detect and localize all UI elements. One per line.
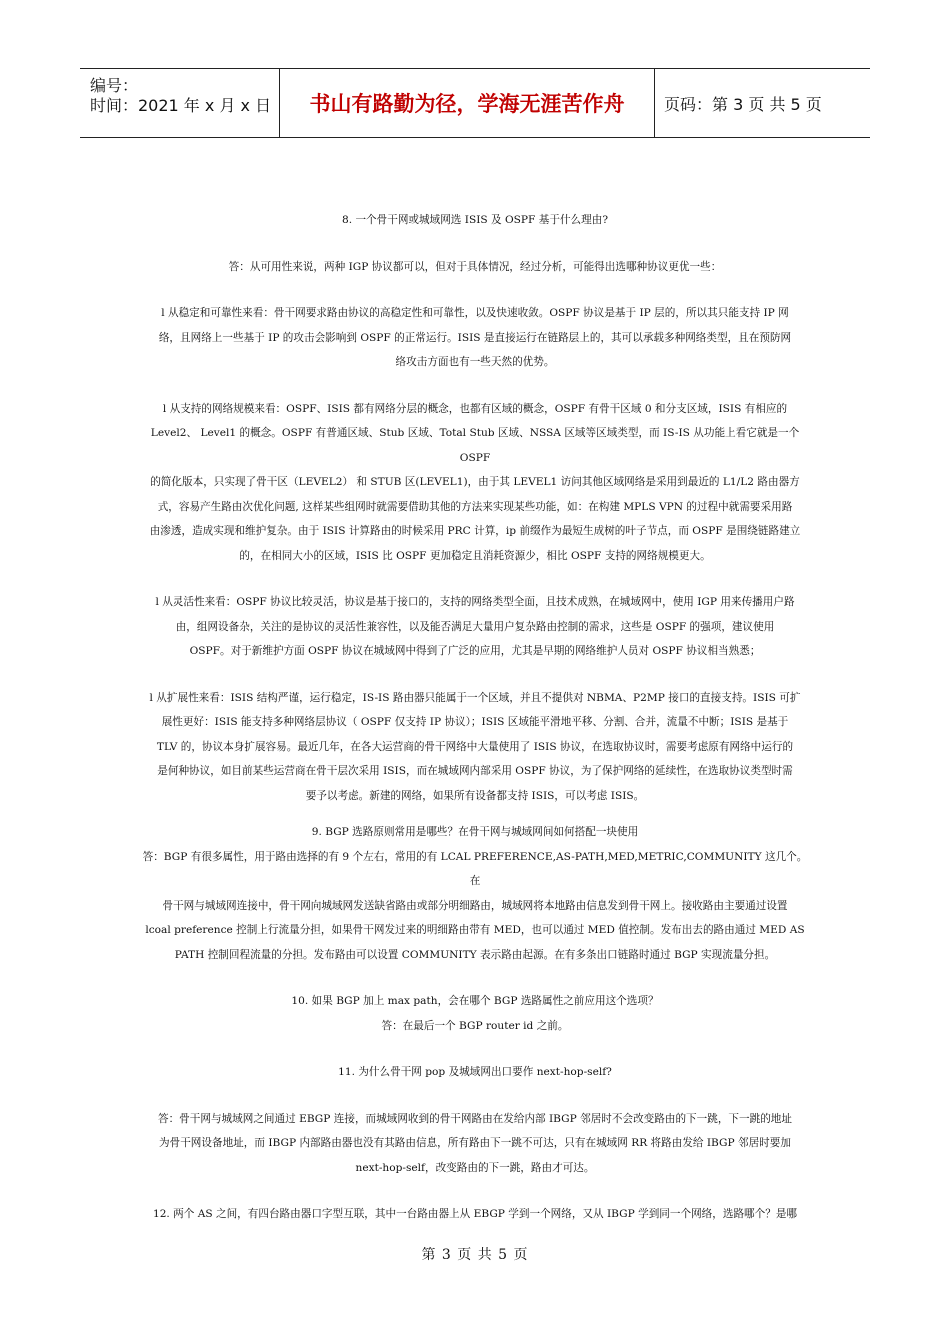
- header-motto: 书山有路勤为径，学海无涯苦作舟: [280, 69, 655, 137]
- paragraph-line: 络，且网络上一些基于 IP 的攻击会影响到 OSPF 的正常运行。ISIS 是直接运行在链路层上的，其可以承载多种网络类型，且在预防网: [158, 331, 792, 344]
- page-footer: 第 3 页 共 5 页: [421, 1247, 529, 1263]
- paragraph-line: l 从稳定和可靠性来看：骨干网要求路由协议的高稳定性和可靠性，以及快速收敛。OSPF 协议是基于 IP 层的，所以其只能支持 IP 网: [161, 307, 789, 319]
- paragraph-line: 由，组网设备杂，关注的是协议的灵活性兼容性，以及能否满足大量用户复杂路由控制的需求，这些是 OSPF 的强项，建议使用: [175, 620, 775, 633]
- question-9-answer: [140, 845, 810, 968]
- question-11-answer: [140, 1107, 810, 1181]
- document-number-label: 编号：: [90, 76, 139, 95]
- paragraph-line: 展性更好：ISIS 能支持多种网络层协议（ OSPF 仅支持 IP 协议）；ISIS 区域能平滑地平移、分割、合并，流量不中断；ISIS 是基于: [161, 716, 789, 728]
- paragraph-line: 骨干网与城域网连接中，骨干网向城域网发送缺省路由或部分明细路由，城域网将本地路由信息发到骨干网上。接收路由主要通过设置: [162, 899, 788, 912]
- header-left-cell: [80, 69, 280, 137]
- paragraph-line: 式，容易产生路由次优化问题, 这样某些组网时就需要借助其他的方法来实现某些功能，如：在构建 MPLS VPN 的过程中就需要采用路: [157, 500, 793, 513]
- paragraph-line: 答：BGP 有很多属性，用于路由选择的有 9 个左右，常用的有 LCAL PREFERENCE,AS-PATH,MED,METRIC,COMMUNITY 这几个。在: [142, 850, 808, 887]
- question-10-answer: 答：在最后一个 BGP router id 之前。: [381, 1019, 569, 1032]
- question-9-title: 9. BGP 选路原则常用是哪些？在骨干网与城域网间如何搭配一块使用: [311, 826, 639, 838]
- paragraph-extensibility: [140, 686, 810, 809]
- question-12-title: 12. 两个 AS 之间，有四台路由器口字型互联，其中一台路由器上从 EBGP 学到一个网络，又从 IBGP 学到同一个网络，选路哪个？是哪: [152, 1208, 798, 1220]
- paragraph-line: 由渗透，造成实现和维护复杂。由于 ISIS 计算路由的时候采用 PRC 计算，ip 前缀作为最短生成树的叶子节点，而 OSPF 是围绕链路建立: [149, 525, 801, 537]
- paragraph-flexibility: [140, 590, 810, 664]
- paragraph-stability: [140, 301, 810, 375]
- paragraph-line: next-hop-self，改变路由的下一跳，路由才可达。: [355, 1161, 595, 1174]
- paragraph-network-scale: [140, 397, 810, 569]
- question-8-answer-intro: 答：从可用性来说，两种 IGP 协议都可以，但对于具体情况，经过分析，可能得出选哪种协议更优一些：: [228, 260, 722, 273]
- paragraph-line: 答：骨干网与城域网之间通过 EBGP 连接，而城域网收到的骨干网路由在发给内部 IBGP 邻居时不会改变路由的下一跳，下一跳的地址: [158, 1112, 792, 1125]
- document-date: 时间：2021 年 x 月 x 日: [90, 96, 272, 115]
- paragraph-line: OSPF。对于新维护方面 OSPF 协议在城域网中得到了广泛的应用，尤其是早期的网络维护人员对 OSPF 协议相当熟悉；: [189, 645, 761, 657]
- question-8-title: 8. 一个骨干网或城域网选 ISIS 及 OSPF 基于什么理由?: [341, 214, 609, 226]
- paragraph-line: TLV 的，协议本身扩展容易。最近几年，在各大运营商的骨干网络中大量使用了 ISIS 协议，在选取协议时，需要考虑原有网络中运行的: [156, 740, 794, 753]
- header-page-info: 页码：第 3 页 共 5 页: [664, 94, 822, 114]
- paragraph-line: Level2、 Level1 的概念。OSPF 有普通区域、Stub 区域、Total Stub 区域、NSSA 区域等区域类型，而 IS-IS 从功能上看它就是一个 OSPF: [150, 427, 800, 464]
- paragraph-line: 的简化版本，只实现了骨干区（LEVEL2） 和 STUB 区(LEVEL1)，由于其 LEVEL1 访问其他区域网络是采用到最近的 L1/L2 路由器方: [150, 476, 800, 488]
- paragraph-line: 络攻击方面也有一些天然的优势。: [395, 356, 555, 368]
- document-body: [140, 208, 810, 1227]
- paragraph-line: 的，在相同大小的区域，ISIS 比 OSPF 更加稳定且消耗资源少，相比 OSPF 支持的网络规模更大。: [239, 549, 711, 562]
- paragraph-line: l 从扩展性来看：ISIS 结构严谨，运行稳定，IS-IS 路由器只能属于一个区域，并且不提供对 NBMA、P2MP 接口的直接支持。ISIS 可扩: [149, 691, 801, 704]
- paragraph-line: 要予以考虑。新建的网络，如果所有设备都支持 ISIS，可以考虑 ISIS。: [305, 789, 645, 802]
- paragraph-line: lcoal preference 控制上行流量分担，如果骨干网发过来的明细路由带有 MED，也可以通过 MED 值控制。发布出去的路由通过 MED AS: [145, 924, 805, 936]
- paragraph-line: l 从灵活性来看：OSPF 协议比较灵活，协议是基于接口的，支持的网络类型全面，且技术成熟，在城域网中，使用 IGP 用来传播用户路: [155, 596, 795, 608]
- paragraph-line: 是何种协议，如目前某些运营商在骨干层次采用 ISIS，而在城域网内部采用 OSPF 协议，为了保护网络的延续性，在选取协议类型时需: [157, 765, 793, 777]
- paragraph-line: 为骨干网设备地址，而 IBGP 内部路由器也没有其路由信息，所有路由下一跳不可达，只有在城域网 RR 将路由发给 IBGP 邻居时要加: [159, 1137, 791, 1149]
- page-header: [80, 68, 870, 138]
- paragraph-line: PATH 控制回程流量的分担。发布路由可以设置 COMMUNITY 表示路由起源。在有多条出口链路时通过 BGP 实现流量分担。: [174, 948, 776, 961]
- question-10-title: 10. 如果 BGP 加上 max path，会在哪个 BGP 选路属性之前应用这个选项？: [291, 995, 659, 1007]
- question-11-title: 11. 为什么骨干网 pop 及城域网出口要作 next-hop-self?: [338, 1066, 612, 1078]
- paragraph-line: l 从支持的网络规模来看：OSPF、ISIS 都有网络分层的概念，也都有区域的概念，OSPF 有骨干区域 0 和分支区域，ISIS 有相应的: [162, 402, 788, 415]
